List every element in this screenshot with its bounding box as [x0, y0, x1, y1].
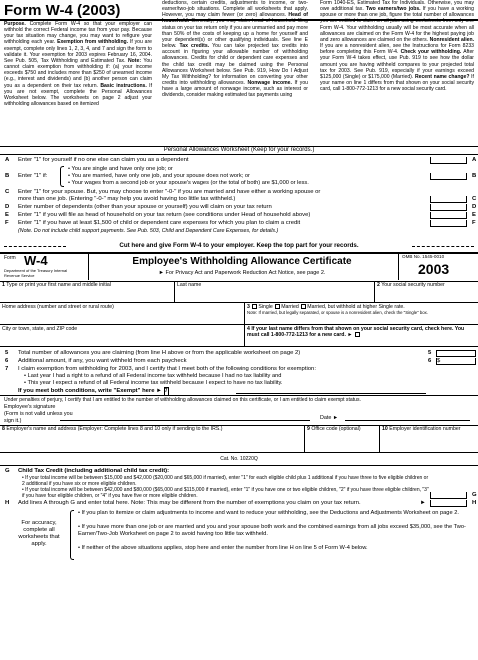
employer-name-field[interactable]: 8 Employer's name and address (Employer: Complete lines 8 and 10 only if sending to the IRS.)	[0, 425, 305, 453]
catalog-number: Cat. No. 10220Q	[220, 456, 258, 462]
form-year: 2003	[418, 261, 450, 277]
last-name-field[interactable]: Last name	[175, 281, 375, 303]
name-differs-field: 4 If your last name differs from that shown on your social security card, check here. You must call 1-800-772-1213 for a new card. ►	[245, 325, 478, 347]
form-code: W-4	[24, 253, 48, 268]
line-c-box[interactable]	[430, 196, 467, 203]
line-g-box[interactable]	[430, 492, 467, 499]
dept-label: Department of the Treasury Internal Revenue Service	[4, 268, 68, 278]
cut-here-instruction: Cut here and give Form W-4 to your employer. Keep the top part for your records.	[0, 242, 478, 249]
married-higher-single-checkbox[interactable]	[301, 304, 306, 309]
line-f-box[interactable]	[430, 220, 467, 227]
signature-line[interactable]	[60, 420, 310, 421]
first-name-field[interactable]: 1 Type or print your first name and middle initial	[0, 281, 175, 303]
line-d-box[interactable]	[430, 204, 467, 211]
filing-status-field: 3 Single Married Married, but withhold at higher Single rate. Note: If married, but legally separated, or spouse is a nonresident alien, check the "Single" box.	[245, 303, 478, 325]
omb-number: OMB No. 1545-0010	[402, 254, 445, 259]
date-line[interactable]	[345, 420, 470, 421]
line-h-box[interactable]	[430, 500, 467, 507]
instructions-col-1: Purpose. Complete Form W-4 so that your employer can withhold the correct Federal income tax from your pay. Because your tax situation may change, you may want to refigure your withholding each year. Exemption from withholding. If you are exempt, complete only lines 1, 2, 3, 4, and 7 and sign the form to validate it. Your exemption for 2003 expires February 16, 2004. See Pub. 505, Tax Withholding and Estimated Tax. Note: You cannot claim exemption from withholding if: (a) your income exceeds $750 and includes more than $250 of unearned income (e.g., interest and dividends) and (b) another person can claim you as a dependent on their tax return. Basic instructions. If you are not exempt, complete the Personal Allowances Worksheet below. The worksheets on page 2 adjust your withholding allowances based on itemized	[4, 21, 153, 108]
line-5-box[interactable]	[436, 350, 476, 357]
line-e-box[interactable]	[430, 212, 467, 219]
w4-form-page: Form W-4 (2003) Purpose. Complete Form W-4 so that your employer can withhold the correct Federal income tax from your pay. Because your tax situation may change, you may want to refigure your withholding each year. Exemption from withholding. If you are exempt, complete only lines 1, 2, 3, 4, and 7 and sign the form to validate it. Your exemption for 2003 expires February 16, 2004. See Pub. 505, Tax Withholding and Estimated Tax. Note: You cannot claim exemption from withholding if: (a) your income exceeds $750 and includes more than $250 of unearned income (e.g., interest and dividends) and (b) another person can claim you as a dependent on their tax return. Basic instructions. If you are not exempt, complete the Personal Allowances Worksheet below. The worksheets on page 2 adjust your withholding allowances based on itemized deductions, certain credits, adjustments to income, or two-earner/two-job situations. Complete all worksheets that apply. However, you may claim fewer (or zero) allowances. Head of household. Generally, you may claim head of household filing status on your tax return only if you are unmarried and pay more than 50% of the costs of keeping up a home for yourself and your dependent(s) or other qualifying individuals. See line E below. Tax credits. You can take projected tax credits into account in figuring your allowable number of withholding allowances. Credits for child or dependent care expenses and the child tax credit may be claimed using the Personal Allowances Worksheet below. See Pub. 919, How Do I Adjust My Tax Withholding? for information on converting your other credits into withholding allowances. Nonwage income. If you have a large amount of nonwage income, such as interest or dividends, consider making estimated tax payments using Form 1040-ES, Estimated Tax for Individuals. Otherwise, you may owe additional tax. Two earners/two jobs. If you have a working spouse or more than one job, figure the total number of allowances you are entitled to claim on all jobs using worksheets from only one Form W-4. Your withholding usually will be most accurate when all allowances are claimed on the Form W-4 for the highest paying job and zero allowances are claimed on the others. Nonresident alien. If you are a nonresident alien, see the Instructions for Form 8233 before completing this Form W-4. Check your withholding. After your Form W-4 takes effect, use Pub. 919 to see how the dollar amount you are having withheld compares to your projected total tax for 2003. See Pub. 919, especially if your earnings exceed $125,000 (Single) or $175,000 (Married). Recent name change? If your name on line 1 differs from that shown on your social security card, call 1-800-772-1213 for a new social security card. Personal Allowances Worksheet (Keep for your records.) A Enter "1" for yourself if no one else can claim you as a dependent A B Enter "1" if: • You are single and have only one job; or • You are married, have only one job, and your spouse does not work; or • Your wages from a second job or your spouse's wages (or the total of both) are $1,000 or less. B C Enter "1" for your spouse. But, you may choose to enter "-0-" if you are married and have either a working spouse or more than one job. (Entering "-0-" may help you avoid having too little tax withheld.) C D Enter number of dependents (other than your spouse or yourself) you will claim on your tax return D E Enter "1" if you will file as head of household on your tax return (see conditions under Head of household above) E F Enter "1" if you have at least $1,500 of child or dependent care expenses for which you plan to claim a credit F (Note. Do not include child support payments. See Pub. 503, Child and Dependent Care Expenses, for details.) Cut here and give Form W-4 to your employer. Keep the top part for your records. Form W-4 Department of the Treasury Internal Revenue Service Employee's Withholding Allowance Certificate ► For Privacy Act and Paperwork Reduction Act Notice, see page 2. OMB No. 1545-0010 2003 1 Type or print your first name and middle initial Last name 2 Your social security number Home address (number and street or rural route) 3 Single Married Married, but withhold at higher Single rate. Note: If married, but legally separated, or spouse is a nonresident alien, check the "Single" box. City or town, state, and ZIP code 4 If your last name differs from that shown on your social security card, check here. You must call 1-800-772-1213 for a new card. ► 5 Total number of allowances you are claiming (from line H above or from the applicable worksheet on page 2) 5 6 Additional amount, if any, you want withheld from each paycheck 6 $ 7 I claim exemption from withholding for 2003, and I certify that I meet both of the following conditions for exemption: • Last year I had a right to a refund of all Federal income tax withheld because I had no tax liability and • This year I expect a refund of all Federal income tax withheld because I expect to have no tax liability. If you meet both conditions, write "Exempt" here ► 7 Under penalties of perjury, I certify that I am entitled to the number of withholding allowances claimed on this certificate, or I am entitled to claim exempt status. Employee's signature (Form is not valid unless you sign it.) Date ► 8 Employer's name and address (Employer: Complete lines 8 and 10 only if sending to the IRS.) 9 Office code (optional) 10 Employer identification number Cat. No. 10220Q G Child Tax Credit (including additional child tax credit): • If your total income will be between $15,000 and $42,000 ($20,000 and $65,000 if married), enter "1" for each eligible child plus 1 additional if you have three to five eligible children or 2 additional if you have six or more eligible children. • If your total income will be between $42,000 and $80,000 ($65,000 and $115,000 if married), enter "1" if you have one or two eligible children, "2" if you have three eligible children, "3" if you have four eligible children, or "4" if you have five or more eligible children. G H Add lines A through G and enter total here. Note: This may be different from the number of exemptions you claim on your tax return. ► H For accuracy, complete all worksheets that apply. • If you plan to itemize or claim adjustments to income and want to reduce your withholding, see the Deductions and Adjustments Worksheet on page 2. • If you have more than one job or are married and you and your spouse both work and the combined earnings from all jobs exceed $35,000, see the Two-Earner/Two-Job Worksheet on page 2 to avoid having too little tax withheld. • If neither of the above situations applies, stop here and enter the number from line H on line 5 of Form W-4 below.	[0, 0, 478, 660]
cert-title: Employee's Withholding Allowance Certificate	[132, 256, 352, 267]
instructions-col-2: deductions, certain credits, adjustments to income, or two-earner/two-job situations. Complete all worksheets that apply. However, you may claim fewer (or zero) allowances. Head of household. Generally, you may claim head of household filing status on your tax return only if you are unmarried and pay more than 50% of the costs of keeping up a home for yourself and your dependent(s) or other qualifying individuals. See line E below. Tax credits. You can take projected tax credits into account in figuring your allowable number of withholding allowances. Credits for child or dependent care expenses and the child tax credit may be claimed using the Personal Allowances Worksheet below. See Pub. 919, How Do I Adjust My Tax Withholding? for information on converting your other credits into withholding allowances. Nonwage income. If you have a large amount of nonwage income, such as interest or dividends, consider making estimated tax payments using	[162, 0, 309, 99]
home-address-field[interactable]: Home address (number and street or rural route)	[0, 303, 245, 325]
worksheet-title: Personal Allowances Worksheet (Keep for your records.)	[163, 147, 315, 153]
privacy-notice: ► For Privacy Act and Paperwork Reduction Act Notice, see page 2.	[158, 270, 326, 276]
ein-field[interactable]: 10 Employer identification number	[380, 425, 478, 453]
ssn-field[interactable]: 2 Your social security number	[375, 281, 478, 303]
form-label: Form	[4, 255, 16, 261]
office-code-field[interactable]: 9 Office code (optional)	[305, 425, 380, 453]
line-a-box[interactable]	[430, 157, 467, 164]
line-b-box[interactable]	[430, 173, 467, 180]
instructions-col-3: Form 1040-ES, Estimated Tax for Individuals. Otherwise, you may owe additional tax. Two earners/two jobs. If you have a working spouse or more than one job, figure the total number of allowances you are entitled to claim on all jobs using worksheets from only one Form W-4. Your withholding usually will be most accurate when all allowances are claimed on the Form W-4 for the highest paying job and zero allowances are claimed on the others. Nonresident alien. If you are a nonresident alien, see the Instructions for Form 8233 before completing this Form W-4. Check your withholding. After your Form W-4 takes effect, use Pub. 919 to see how the dollar amount you are having withheld compares to your projected total tax for 2003. See Pub. 919, especially if your earnings exceed $125,000 (Single) or $175,000 (Married). Recent name change? If your name on line 1 differs from that shown on your social security card, call 1-800-772-1213 for a new social security card.	[320, 0, 475, 93]
married-checkbox[interactable]	[275, 304, 280, 309]
city-state-zip-field[interactable]: City or town, state, and ZIP code	[0, 325, 245, 347]
name-differs-checkbox[interactable]	[355, 332, 360, 337]
form-title: Form W-4 (2003)	[4, 2, 121, 19]
single-checkbox[interactable]	[252, 304, 257, 309]
worksheet-title-rule	[0, 154, 478, 155]
line-6-box[interactable]: $	[436, 358, 476, 365]
